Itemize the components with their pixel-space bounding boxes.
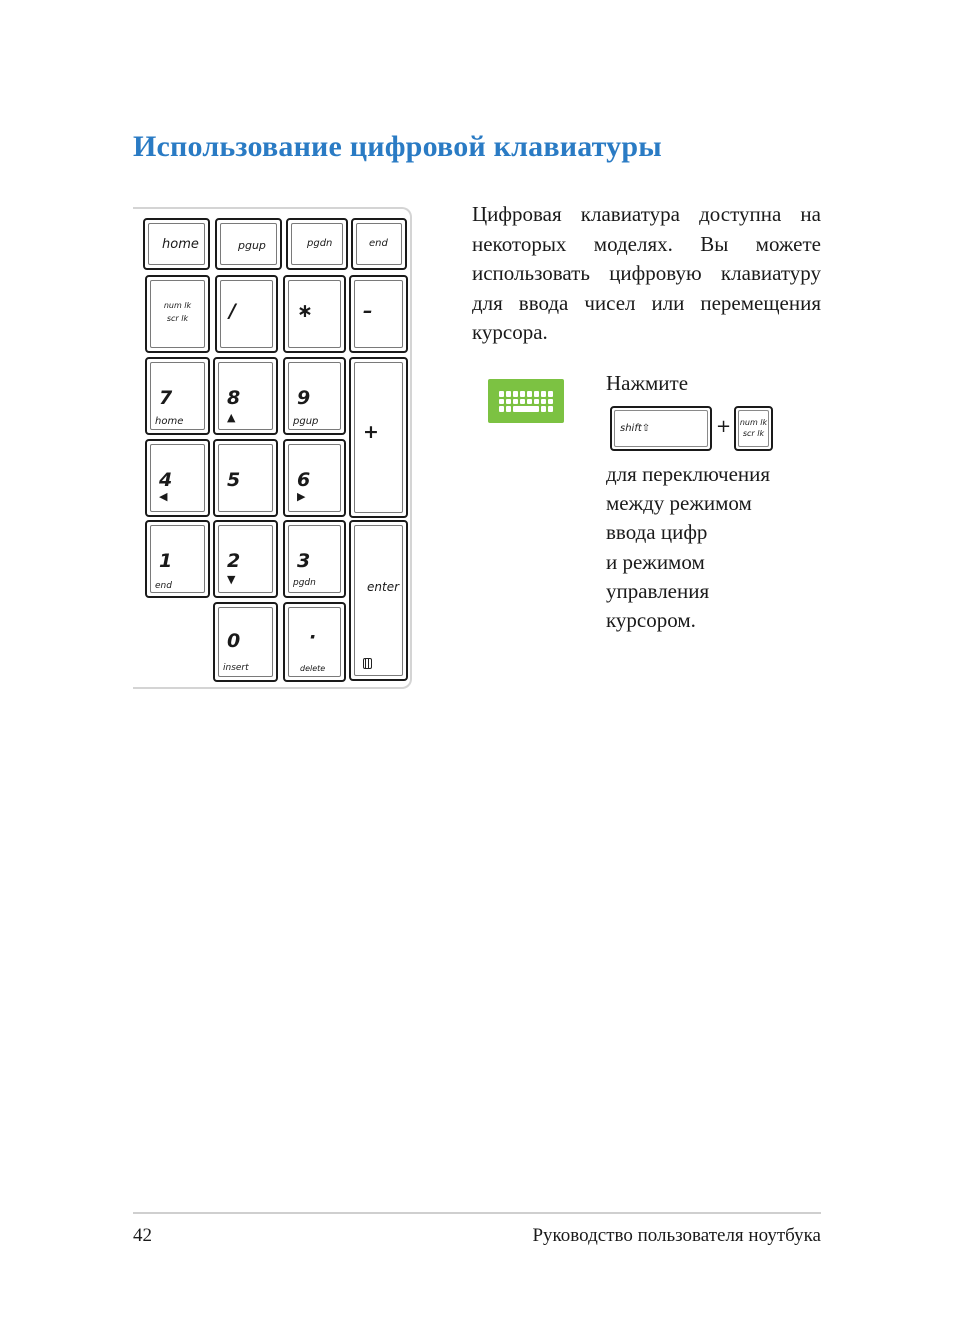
combo-plus: + — [716, 416, 732, 437]
key-add — [349, 357, 408, 518]
keyboard-icon — [488, 379, 564, 423]
key-home — [143, 218, 210, 270]
description-line: ввода цифр — [606, 520, 708, 545]
key-3 — [283, 520, 346, 598]
key-label: scr lk — [166, 314, 189, 323]
key-sublabel: pgup — [293, 416, 319, 427]
description-line: управления — [606, 578, 710, 603]
key-8 — [213, 357, 278, 435]
key-label: 8 — [227, 387, 241, 409]
key-sublabel: pgdn — [293, 578, 316, 588]
key-divide — [215, 275, 278, 353]
key-7 — [145, 357, 210, 435]
description-line: курсором. — [606, 608, 696, 633]
key-label: · — [309, 626, 317, 648]
numeric-keypad-illustration — [133, 207, 412, 689]
arrow-right-icon: ▶ — [297, 490, 306, 503]
numpad-keyboard-icon — [363, 658, 372, 669]
key-label: enter — [367, 580, 400, 594]
key-label: 1 — [159, 550, 173, 572]
key-label: 4 — [159, 469, 173, 491]
key-1 — [145, 520, 210, 598]
shift-key — [610, 406, 712, 451]
key-label: pgdn — [307, 238, 333, 249]
key-5 — [213, 439, 278, 517]
key-sublabel: insert — [223, 663, 249, 673]
key-label: / — [229, 300, 236, 322]
key-multiply — [283, 275, 346, 353]
key-4 — [145, 439, 210, 517]
key-label: end — [369, 238, 388, 249]
numlock-key-label: num lk — [739, 418, 768, 427]
key-label: – — [363, 300, 373, 322]
key-enter — [349, 520, 408, 681]
key-sublabel: home — [155, 416, 184, 427]
key-0 — [213, 602, 278, 682]
key-label: num lk — [163, 301, 192, 310]
key-6 — [283, 439, 346, 517]
key-label: + — [363, 421, 379, 443]
intro-paragraph: Цифровая клавиатура доступна на некоторых моделях. Вы можете использовать цифровую клавиатуру для ввода чисел или перемещения курсора. — [472, 202, 821, 344]
key-label: 9 — [297, 387, 311, 409]
key-label: 2 — [227, 550, 241, 572]
key-label: 5 — [227, 469, 241, 491]
key-label: 3 — [297, 550, 311, 572]
toggle-description — [606, 460, 770, 635]
key-pgup — [215, 218, 282, 270]
shift-key-label: shift⇧ — [620, 423, 651, 434]
key-label: ∗ — [297, 300, 313, 322]
key-decimal — [283, 602, 346, 682]
description-line: для переключения — [606, 462, 771, 486]
key-2 — [213, 520, 278, 598]
key-numlock — [145, 275, 210, 353]
arrow-down-icon: ▼ — [227, 573, 236, 586]
key-pgdn — [286, 218, 348, 270]
footer-divider — [133, 1212, 821, 1214]
key-9 — [283, 357, 346, 435]
key-sublabel: delete — [300, 664, 326, 673]
key-subtract — [349, 275, 408, 353]
key-label: pgup — [238, 239, 266, 252]
key-end — [351, 218, 407, 270]
key-label: home — [162, 237, 199, 252]
numlock-key-label: scr lk — [742, 429, 765, 438]
arrow-left-icon: ◀ — [159, 490, 168, 503]
page-number: 42 — [133, 1225, 152, 1246]
key-label: 0 — [227, 630, 241, 652]
press-label: Нажмите — [606, 371, 689, 395]
description-line: и режимом — [606, 549, 705, 574]
page-title: Использование цифровой клавиатуры — [133, 130, 662, 163]
description-line: между режимом — [606, 491, 752, 516]
numlock-key — [734, 406, 773, 451]
key-label: 7 — [159, 387, 173, 409]
arrow-up-icon: ▲ — [227, 411, 236, 424]
key-label: 6 — [297, 469, 311, 491]
footer-title: Руководство пользователя ноутбука — [532, 1225, 821, 1246]
key-sublabel: end — [155, 581, 172, 591]
